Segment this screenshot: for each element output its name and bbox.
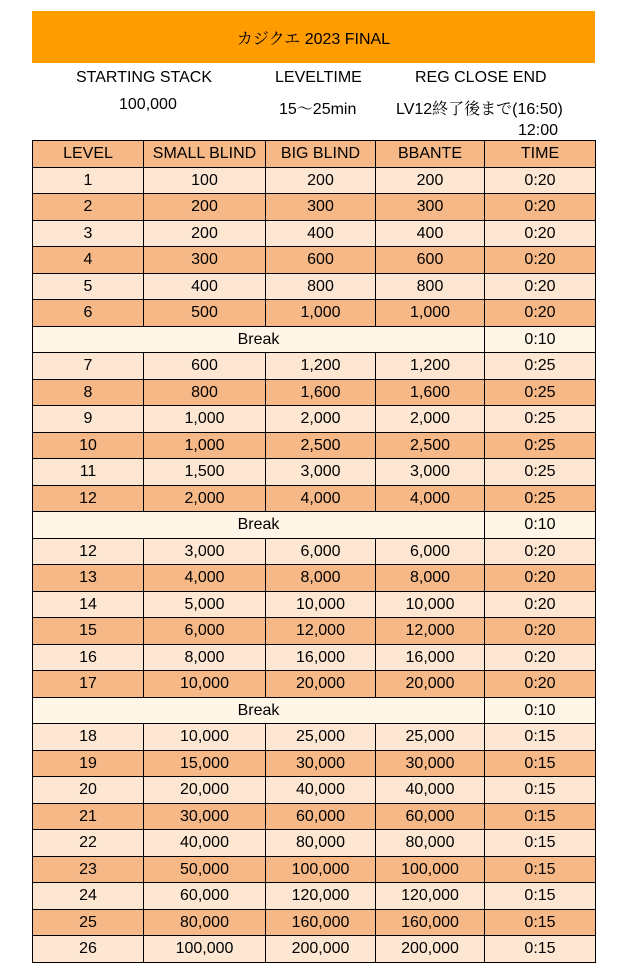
level-row [33,167,596,194]
level-row [33,883,596,910]
bbante-cell: 1,600 [376,379,485,406]
big-blind-cell: 40,000 [266,777,376,804]
time-cell: 0:25 [485,406,596,433]
tournament-info [32,63,595,140]
bbante-cell: 160,000 [376,909,485,936]
level-row [33,803,596,830]
starting-stack-label: STARTING STACK [76,69,213,86]
level-row [33,273,596,300]
level-cell: 23 [33,856,144,883]
level-row [33,750,596,777]
bbante-cell: 80,000 [376,830,485,857]
level-cell: 12 [33,485,144,512]
small-blind-cell: 4,000 [144,565,266,592]
bbante-cell: 20,000 [376,671,485,698]
bbante-cell: 200 [376,167,485,194]
level-cell: 16 [33,644,144,671]
big-blind-cell: 160,000 [266,909,376,936]
level-row [33,618,596,645]
level-row [33,247,596,274]
bbante-cell: 25,000 [376,724,485,751]
big-blind-cell: 12,000 [266,618,376,645]
column-header-small-blind: SMALL BLIND [144,141,266,168]
reg-close-value: LV12終了後まで(16:50) [396,101,563,118]
small-blind-cell: 10,000 [144,724,266,751]
level-cell: 4 [33,247,144,274]
small-blind-cell: 30,000 [144,803,266,830]
small-blind-cell: 500 [144,300,266,327]
break-label: Break [33,697,485,724]
small-blind-cell: 50,000 [144,856,266,883]
bbante-cell: 16,000 [376,644,485,671]
big-blind-cell: 20,000 [266,671,376,698]
break-row [33,697,596,724]
level-cell: 22 [33,830,144,857]
level-row [33,459,596,486]
big-blind-cell: 10,000 [266,591,376,618]
level-cell: 11 [33,459,144,486]
level-cell: 7 [33,353,144,380]
small-blind-cell: 15,000 [144,750,266,777]
big-blind-cell: 120,000 [266,883,376,910]
bbante-cell: 2,000 [376,406,485,433]
time-cell: 0:15 [485,777,596,804]
bbante-cell: 1,000 [376,300,485,327]
level-row [33,644,596,671]
level-cell: 14 [33,591,144,618]
big-blind-cell: 600 [266,247,376,274]
big-blind-cell: 4,000 [266,485,376,512]
reg-close-label: REG CLOSE END [415,69,547,86]
blind-structure-sheet [32,11,595,963]
small-blind-cell: 8,000 [144,644,266,671]
tournament-title: カジクエ 2023 FINAL [32,11,595,63]
bbante-cell: 800 [376,273,485,300]
level-cell: 21 [33,803,144,830]
level-cell: 9 [33,406,144,433]
level-row [33,300,596,327]
level-row [33,724,596,751]
break-time: 0:10 [485,512,596,539]
time-cell: 0:20 [485,247,596,274]
level-cell: 20 [33,777,144,804]
level-row [33,565,596,592]
bbante-cell: 400 [376,220,485,247]
level-cell: 6 [33,300,144,327]
time-cell: 0:15 [485,803,596,830]
small-blind-cell: 100 [144,167,266,194]
level-row [33,432,596,459]
break-row [33,326,596,353]
big-blind-cell: 6,000 [266,538,376,565]
time-cell: 0:25 [485,353,596,380]
level-row [33,220,596,247]
small-blind-cell: 1,000 [144,406,266,433]
small-blind-cell: 100,000 [144,936,266,963]
small-blind-cell: 1,000 [144,432,266,459]
time-cell: 0:25 [485,485,596,512]
small-blind-cell: 600 [144,353,266,380]
level-cell: 26 [33,936,144,963]
bbante-cell: 40,000 [376,777,485,804]
time-cell: 0:20 [485,300,596,327]
column-header-level: LEVEL [33,141,144,168]
small-blind-cell: 10,000 [144,671,266,698]
bbante-cell: 120,000 [376,883,485,910]
big-blind-cell: 80,000 [266,830,376,857]
big-blind-cell: 25,000 [266,724,376,751]
small-blind-cell: 40,000 [144,830,266,857]
time-cell: 0:25 [485,432,596,459]
time-cell: 0:20 [485,644,596,671]
big-blind-cell: 2,500 [266,432,376,459]
time-cell: 0:15 [485,856,596,883]
small-blind-cell: 3,000 [144,538,266,565]
big-blind-cell: 2,000 [266,406,376,433]
small-blind-cell: 300 [144,247,266,274]
time-cell: 0:15 [485,936,596,963]
break-time: 0:10 [485,326,596,353]
small-blind-cell: 800 [144,379,266,406]
time-cell: 0:20 [485,591,596,618]
level-row [33,909,596,936]
level-cell: 15 [33,618,144,645]
bbante-cell: 6,000 [376,538,485,565]
small-blind-cell: 400 [144,273,266,300]
level-row [33,591,596,618]
bbante-cell: 12,000 [376,618,485,645]
time-cell: 0:25 [485,459,596,486]
bbante-cell: 100,000 [376,856,485,883]
small-blind-cell: 200 [144,194,266,221]
big-blind-cell: 300 [266,194,376,221]
bbante-cell: 60,000 [376,803,485,830]
small-blind-cell: 60,000 [144,883,266,910]
time-cell: 0:20 [485,538,596,565]
table-header-row [33,141,596,168]
level-row [33,353,596,380]
big-blind-cell: 60,000 [266,803,376,830]
level-cell: 18 [33,724,144,751]
time-cell: 0:20 [485,167,596,194]
level-row [33,936,596,963]
small-blind-cell: 20,000 [144,777,266,804]
time-cell: 0:20 [485,671,596,698]
bbante-cell: 30,000 [376,750,485,777]
level-cell: 10 [33,432,144,459]
level-cell: 24 [33,883,144,910]
level-cell: 5 [33,273,144,300]
starting-stack-value: 100,000 [119,96,177,113]
bbante-cell: 200,000 [376,936,485,963]
small-blind-cell: 2,000 [144,485,266,512]
level-row [33,379,596,406]
start-time: 12:00 [518,122,559,139]
level-cell: 1 [33,167,144,194]
level-cell: 2 [33,194,144,221]
big-blind-cell: 400 [266,220,376,247]
time-cell: 0:20 [485,565,596,592]
time-cell: 0:15 [485,750,596,777]
level-row [33,194,596,221]
big-blind-cell: 1,200 [266,353,376,380]
bbante-cell: 8,000 [376,565,485,592]
time-cell: 0:15 [485,883,596,910]
leveltime-value: 15〜25min [279,101,357,118]
leveltime-label: LEVELTIME [275,69,362,86]
big-blind-cell: 8,000 [266,565,376,592]
small-blind-cell: 1,500 [144,459,266,486]
time-cell: 0:15 [485,724,596,751]
level-cell: 17 [33,671,144,698]
big-blind-cell: 16,000 [266,644,376,671]
blind-schedule-body [33,167,596,962]
time-cell: 0:15 [485,909,596,936]
bbante-cell: 4,000 [376,485,485,512]
bbante-cell: 3,000 [376,459,485,486]
small-blind-cell: 80,000 [144,909,266,936]
bbante-cell: 10,000 [376,591,485,618]
column-header-big-blind: BIG BLIND [266,141,376,168]
break-time: 0:10 [485,697,596,724]
time-cell: 0:15 [485,830,596,857]
big-blind-cell: 800 [266,273,376,300]
level-row [33,777,596,804]
level-cell: 19 [33,750,144,777]
time-cell: 0:20 [485,273,596,300]
small-blind-cell: 6,000 [144,618,266,645]
bbante-cell: 300 [376,194,485,221]
small-blind-cell: 200 [144,220,266,247]
column-header-time: TIME [485,141,596,168]
level-cell: 25 [33,909,144,936]
big-blind-cell: 1,000 [266,300,376,327]
level-row [33,671,596,698]
level-cell: 3 [33,220,144,247]
big-blind-cell: 3,000 [266,459,376,486]
level-row [33,406,596,433]
column-header-bbante: BBANTE [376,141,485,168]
big-blind-cell: 100,000 [266,856,376,883]
big-blind-cell: 200 [266,167,376,194]
level-cell: 12 [33,538,144,565]
level-cell: 8 [33,379,144,406]
bbante-cell: 2,500 [376,432,485,459]
big-blind-cell: 1,600 [266,379,376,406]
time-cell: 0:20 [485,220,596,247]
time-cell: 0:25 [485,379,596,406]
time-cell: 0:20 [485,618,596,645]
level-row [33,830,596,857]
level-row [33,485,596,512]
bbante-cell: 600 [376,247,485,274]
small-blind-cell: 5,000 [144,591,266,618]
break-row [33,512,596,539]
big-blind-cell: 200,000 [266,936,376,963]
level-row [33,856,596,883]
break-label: Break [33,326,485,353]
blind-schedule-table [32,140,596,963]
time-cell: 0:20 [485,194,596,221]
break-label: Break [33,512,485,539]
level-row [33,538,596,565]
big-blind-cell: 30,000 [266,750,376,777]
level-cell: 13 [33,565,144,592]
bbante-cell: 1,200 [376,353,485,380]
